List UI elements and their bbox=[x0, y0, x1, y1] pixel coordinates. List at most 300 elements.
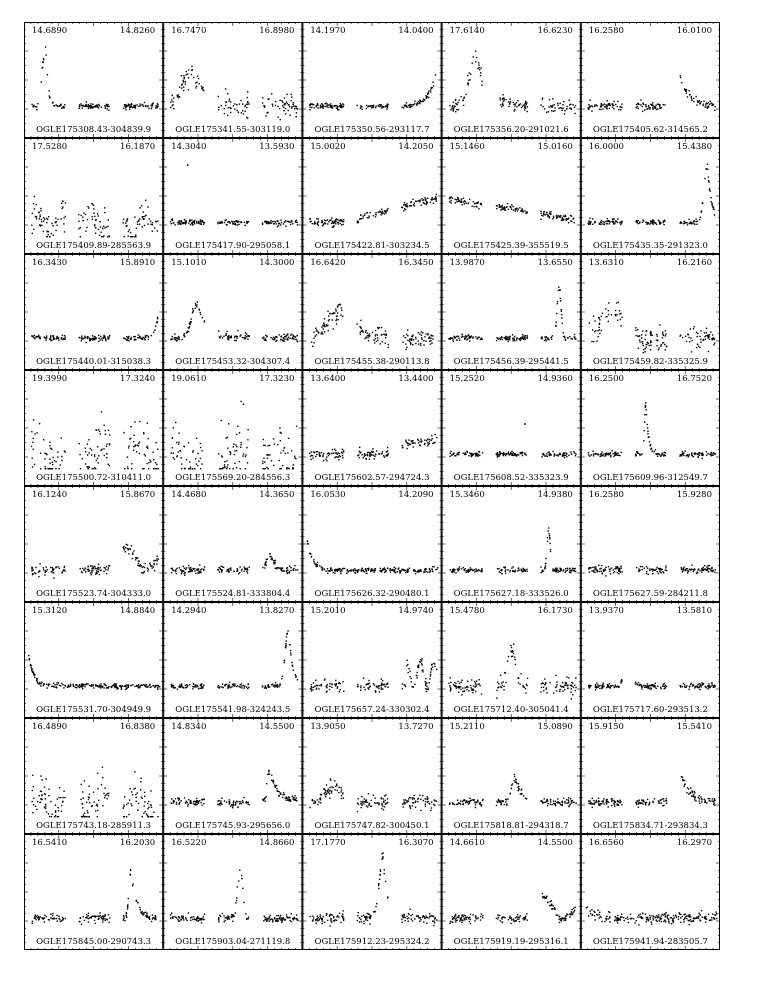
data-point bbox=[58, 338, 59, 339]
data-point bbox=[191, 571, 192, 572]
data-point bbox=[505, 569, 506, 570]
data-point bbox=[239, 686, 240, 687]
data-point bbox=[139, 566, 140, 567]
data-point bbox=[430, 674, 431, 675]
data-point bbox=[512, 334, 513, 335]
data-point bbox=[67, 687, 68, 688]
data-point bbox=[200, 688, 201, 689]
data-point bbox=[61, 108, 62, 109]
data-point bbox=[76, 684, 77, 685]
data-point bbox=[471, 456, 472, 457]
data-point bbox=[185, 468, 186, 469]
data-point bbox=[270, 222, 271, 223]
data-point bbox=[398, 567, 399, 568]
data-point bbox=[279, 685, 280, 686]
data-point bbox=[514, 110, 515, 111]
data-point bbox=[262, 463, 263, 464]
data-point bbox=[472, 205, 473, 206]
data-point bbox=[331, 217, 332, 218]
data-point bbox=[406, 203, 407, 204]
data-point bbox=[171, 686, 172, 687]
data-point bbox=[595, 453, 596, 454]
data-point bbox=[134, 421, 135, 422]
data-point bbox=[503, 105, 504, 106]
data-point bbox=[287, 572, 288, 573]
data-point bbox=[707, 169, 708, 170]
data-point bbox=[421, 337, 422, 338]
data-point bbox=[613, 569, 614, 570]
data-point bbox=[649, 223, 650, 224]
data-point bbox=[199, 309, 200, 310]
data-point bbox=[90, 448, 91, 449]
data-point bbox=[296, 426, 297, 427]
data-point bbox=[355, 573, 356, 574]
data-point bbox=[428, 97, 429, 98]
data-point bbox=[400, 570, 401, 571]
data-point bbox=[48, 234, 49, 235]
data-point bbox=[189, 326, 190, 327]
data-point bbox=[95, 574, 96, 575]
data-point bbox=[649, 107, 650, 108]
data-point bbox=[638, 223, 639, 224]
data-point bbox=[599, 323, 600, 324]
data-point bbox=[370, 686, 371, 687]
data-point bbox=[599, 333, 600, 334]
data-point bbox=[662, 571, 663, 572]
data-point bbox=[37, 103, 38, 104]
data-point bbox=[543, 453, 544, 454]
data-point bbox=[456, 340, 457, 341]
data-point bbox=[600, 454, 601, 455]
data-point bbox=[327, 684, 328, 685]
data-point bbox=[476, 338, 477, 339]
data-point bbox=[449, 201, 450, 202]
data-point bbox=[272, 104, 273, 105]
data-point bbox=[605, 454, 606, 455]
data-point bbox=[330, 103, 331, 104]
data-point bbox=[312, 457, 313, 458]
data-point bbox=[379, 685, 380, 686]
data-point bbox=[567, 569, 568, 570]
data-point bbox=[384, 213, 385, 214]
data-point bbox=[287, 567, 288, 568]
data-point bbox=[106, 226, 107, 227]
data-point bbox=[33, 438, 34, 439]
data-point bbox=[343, 104, 344, 105]
data-point bbox=[310, 104, 311, 105]
data-point bbox=[146, 446, 147, 447]
data-point bbox=[347, 570, 348, 571]
data-point bbox=[601, 565, 602, 566]
data-point bbox=[404, 208, 405, 209]
data-point bbox=[522, 455, 523, 456]
data-point bbox=[111, 687, 112, 688]
data-point bbox=[715, 106, 716, 107]
data-point bbox=[645, 339, 646, 340]
y-top-label: 19.0610 bbox=[171, 374, 207, 384]
y-bottom-label: 17.3240 bbox=[120, 374, 156, 384]
data-point bbox=[513, 102, 514, 103]
data-point bbox=[463, 98, 464, 99]
data-point bbox=[381, 684, 382, 685]
data-point bbox=[419, 333, 420, 334]
data-point bbox=[425, 683, 426, 684]
data-point bbox=[348, 571, 349, 572]
data-point bbox=[357, 686, 358, 687]
data-point bbox=[196, 221, 197, 222]
data-point bbox=[450, 453, 451, 454]
data-point bbox=[563, 569, 564, 570]
data-point bbox=[370, 452, 371, 453]
data-point bbox=[145, 686, 146, 687]
data-point bbox=[504, 207, 505, 208]
data-point bbox=[590, 221, 591, 222]
data-point bbox=[552, 568, 553, 569]
y-top-label: 16.2580 bbox=[588, 26, 624, 36]
data-point bbox=[693, 101, 694, 102]
data-point bbox=[453, 571, 454, 572]
data-point bbox=[263, 468, 264, 469]
data-point bbox=[36, 432, 37, 433]
data-point bbox=[181, 87, 182, 88]
data-point bbox=[286, 640, 287, 641]
data-point bbox=[371, 107, 372, 108]
data-point bbox=[326, 691, 327, 692]
data-point bbox=[545, 455, 546, 456]
data-point bbox=[219, 468, 220, 469]
data-point bbox=[286, 468, 287, 469]
data-point bbox=[697, 344, 698, 345]
data-point bbox=[133, 105, 134, 106]
data-point bbox=[139, 336, 140, 337]
data-point bbox=[88, 337, 89, 338]
data-point bbox=[510, 453, 511, 454]
data-point bbox=[104, 227, 105, 228]
data-point bbox=[43, 59, 44, 60]
data-point bbox=[43, 58, 44, 59]
data-point bbox=[315, 223, 316, 224]
data-point bbox=[340, 105, 341, 106]
data-point bbox=[500, 572, 501, 573]
data-point bbox=[188, 328, 189, 329]
data-point bbox=[106, 457, 107, 458]
data-point bbox=[92, 104, 93, 105]
panel-ticks bbox=[24, 254, 163, 370]
data-point bbox=[431, 88, 432, 89]
data-point bbox=[105, 107, 106, 108]
data-point bbox=[332, 221, 333, 222]
data-point bbox=[606, 452, 607, 453]
data-point bbox=[38, 576, 39, 577]
data-point bbox=[173, 427, 174, 428]
data-point bbox=[472, 63, 473, 64]
data-point bbox=[264, 567, 265, 568]
data-point bbox=[193, 310, 194, 311]
data-point bbox=[387, 450, 388, 451]
data-point bbox=[264, 461, 265, 462]
data-point bbox=[690, 337, 691, 338]
data-point bbox=[503, 455, 504, 456]
data-point bbox=[560, 103, 561, 104]
data-point bbox=[273, 465, 274, 466]
data-point bbox=[406, 334, 407, 335]
data-point bbox=[247, 439, 248, 440]
data-point bbox=[53, 105, 54, 106]
data-point bbox=[279, 683, 280, 684]
data-point bbox=[56, 687, 57, 688]
data-point bbox=[512, 340, 513, 341]
data-point bbox=[241, 112, 242, 113]
data-point bbox=[238, 224, 239, 225]
data-point bbox=[126, 226, 127, 227]
data-point bbox=[53, 235, 54, 236]
data-point bbox=[347, 569, 348, 570]
data-point bbox=[407, 340, 408, 341]
data-point bbox=[322, 456, 323, 457]
data-point bbox=[467, 75, 468, 76]
data-point bbox=[709, 334, 710, 335]
star-id-label: OGLE175356.20-291021.6 bbox=[453, 125, 569, 135]
data-point bbox=[295, 106, 296, 107]
data-point bbox=[82, 686, 83, 687]
data-point bbox=[196, 306, 197, 307]
data-point bbox=[48, 216, 49, 217]
data-point bbox=[401, 207, 402, 208]
data-point bbox=[710, 190, 711, 191]
data-point bbox=[152, 224, 153, 225]
data-point bbox=[453, 102, 454, 103]
data-point bbox=[368, 680, 369, 681]
data-point bbox=[549, 543, 550, 544]
data-point bbox=[566, 220, 567, 221]
data-point bbox=[125, 104, 126, 105]
data-point bbox=[236, 338, 237, 339]
data-point bbox=[552, 335, 553, 336]
data-point bbox=[130, 438, 131, 439]
data-point bbox=[262, 97, 263, 98]
data-point bbox=[142, 337, 143, 338]
data-point bbox=[175, 337, 176, 338]
data-point bbox=[264, 105, 265, 106]
data-point bbox=[644, 421, 645, 422]
data-point bbox=[320, 107, 321, 108]
data-point bbox=[97, 213, 98, 214]
data-point bbox=[321, 331, 322, 332]
data-point bbox=[594, 105, 595, 106]
data-point bbox=[701, 568, 702, 569]
data-point bbox=[278, 225, 279, 226]
data-point bbox=[311, 455, 312, 456]
data-point bbox=[402, 447, 403, 448]
star-id-label: OGLE175435.35-291323.0 bbox=[592, 241, 708, 251]
data-point bbox=[386, 684, 387, 685]
data-point bbox=[280, 224, 281, 225]
data-point bbox=[188, 468, 189, 469]
data-point bbox=[273, 560, 274, 561]
data-point bbox=[666, 570, 667, 571]
data-point bbox=[288, 468, 289, 469]
data-point bbox=[374, 458, 375, 459]
data-point bbox=[424, 572, 425, 573]
data-point bbox=[318, 218, 319, 219]
data-point bbox=[63, 107, 64, 108]
data-point bbox=[229, 99, 230, 100]
data-point bbox=[322, 333, 323, 334]
data-point bbox=[682, 571, 683, 572]
data-point bbox=[196, 82, 197, 83]
data-point bbox=[223, 467, 224, 468]
y-bottom-label: 14.8840 bbox=[120, 606, 156, 616]
data-point bbox=[181, 463, 182, 464]
data-point bbox=[247, 102, 248, 103]
data-point bbox=[639, 340, 640, 341]
light-curve-points bbox=[31, 411, 159, 469]
data-point bbox=[469, 340, 470, 341]
data-point bbox=[131, 463, 132, 464]
data-point bbox=[611, 450, 612, 451]
light-curve-panel bbox=[302, 486, 441, 602]
data-point bbox=[602, 572, 603, 573]
panel-frame bbox=[164, 603, 302, 718]
data-point bbox=[132, 552, 133, 553]
data-point bbox=[153, 468, 154, 469]
data-point bbox=[542, 215, 543, 216]
data-point bbox=[85, 568, 86, 569]
data-point bbox=[107, 106, 108, 107]
data-point bbox=[597, 330, 598, 331]
data-point bbox=[46, 222, 47, 223]
data-point bbox=[414, 205, 415, 206]
data-point bbox=[241, 685, 242, 686]
data-point bbox=[100, 336, 101, 337]
data-point bbox=[311, 687, 312, 688]
data-point bbox=[505, 572, 506, 573]
data-point bbox=[360, 334, 361, 335]
data-point bbox=[711, 204, 712, 205]
data-point bbox=[564, 113, 565, 114]
data-point bbox=[327, 107, 328, 108]
data-point bbox=[138, 334, 139, 335]
data-point bbox=[177, 222, 178, 223]
data-point bbox=[81, 340, 82, 341]
data-point bbox=[703, 567, 704, 568]
data-point bbox=[296, 116, 297, 117]
data-point bbox=[707, 164, 708, 165]
data-point bbox=[85, 448, 86, 449]
data-point bbox=[384, 567, 385, 568]
data-point bbox=[227, 222, 228, 223]
data-point bbox=[42, 67, 43, 68]
data-point bbox=[418, 571, 419, 572]
data-point bbox=[337, 109, 338, 110]
data-point bbox=[424, 443, 425, 444]
data-point bbox=[639, 221, 640, 222]
data-point bbox=[191, 223, 192, 224]
data-point bbox=[318, 107, 319, 108]
data-point bbox=[550, 211, 551, 212]
data-point bbox=[496, 337, 497, 338]
data-point bbox=[157, 689, 158, 690]
data-point bbox=[143, 433, 144, 434]
light-curve-panel bbox=[581, 254, 720, 370]
data-point bbox=[178, 442, 179, 443]
data-point bbox=[179, 86, 180, 87]
data-point bbox=[186, 567, 187, 568]
data-point bbox=[645, 222, 646, 223]
data-point bbox=[549, 533, 550, 534]
data-point bbox=[109, 565, 110, 566]
data-point bbox=[133, 336, 134, 337]
data-point bbox=[407, 206, 408, 207]
data-point bbox=[459, 566, 460, 567]
data-point bbox=[158, 468, 159, 469]
data-point bbox=[449, 456, 450, 457]
data-point bbox=[291, 662, 292, 663]
light-curve-points bbox=[31, 544, 159, 579]
data-point bbox=[331, 570, 332, 571]
data-point bbox=[76, 687, 77, 688]
outlier-point bbox=[187, 164, 189, 166]
data-point bbox=[405, 440, 406, 441]
data-point bbox=[290, 224, 291, 225]
data-point bbox=[33, 106, 34, 107]
data-point bbox=[612, 218, 613, 219]
data-point bbox=[313, 687, 314, 688]
data-point bbox=[277, 106, 278, 107]
data-point bbox=[196, 463, 197, 464]
data-point bbox=[45, 466, 46, 467]
data-point bbox=[558, 287, 559, 288]
data-point bbox=[154, 564, 155, 565]
data-point bbox=[650, 335, 651, 336]
data-point bbox=[602, 104, 603, 105]
data-point bbox=[334, 105, 335, 106]
data-point bbox=[423, 344, 424, 345]
data-point bbox=[588, 104, 589, 105]
data-point bbox=[619, 313, 620, 314]
data-point bbox=[286, 571, 287, 572]
data-point bbox=[125, 551, 126, 552]
data-point bbox=[177, 95, 178, 96]
data-point bbox=[621, 317, 622, 318]
data-point bbox=[431, 669, 432, 670]
data-point bbox=[409, 671, 410, 672]
data-point bbox=[338, 304, 339, 305]
data-point bbox=[246, 117, 247, 118]
data-point bbox=[45, 337, 46, 338]
data-point bbox=[47, 219, 48, 220]
data-point bbox=[103, 226, 104, 227]
data-point bbox=[40, 685, 41, 686]
data-point bbox=[342, 453, 343, 454]
data-point bbox=[39, 224, 40, 225]
data-point bbox=[51, 449, 52, 450]
data-point bbox=[240, 447, 241, 448]
data-point bbox=[560, 298, 561, 299]
data-point bbox=[497, 205, 498, 206]
data-point bbox=[699, 336, 700, 337]
data-point bbox=[333, 328, 334, 329]
data-point bbox=[183, 78, 184, 79]
data-point bbox=[171, 452, 172, 453]
data-point bbox=[516, 208, 517, 209]
data-point bbox=[694, 453, 695, 454]
data-point bbox=[336, 323, 337, 324]
data-point bbox=[474, 453, 475, 454]
data-point bbox=[663, 104, 664, 105]
data-point bbox=[682, 453, 683, 454]
data-point bbox=[407, 329, 408, 330]
